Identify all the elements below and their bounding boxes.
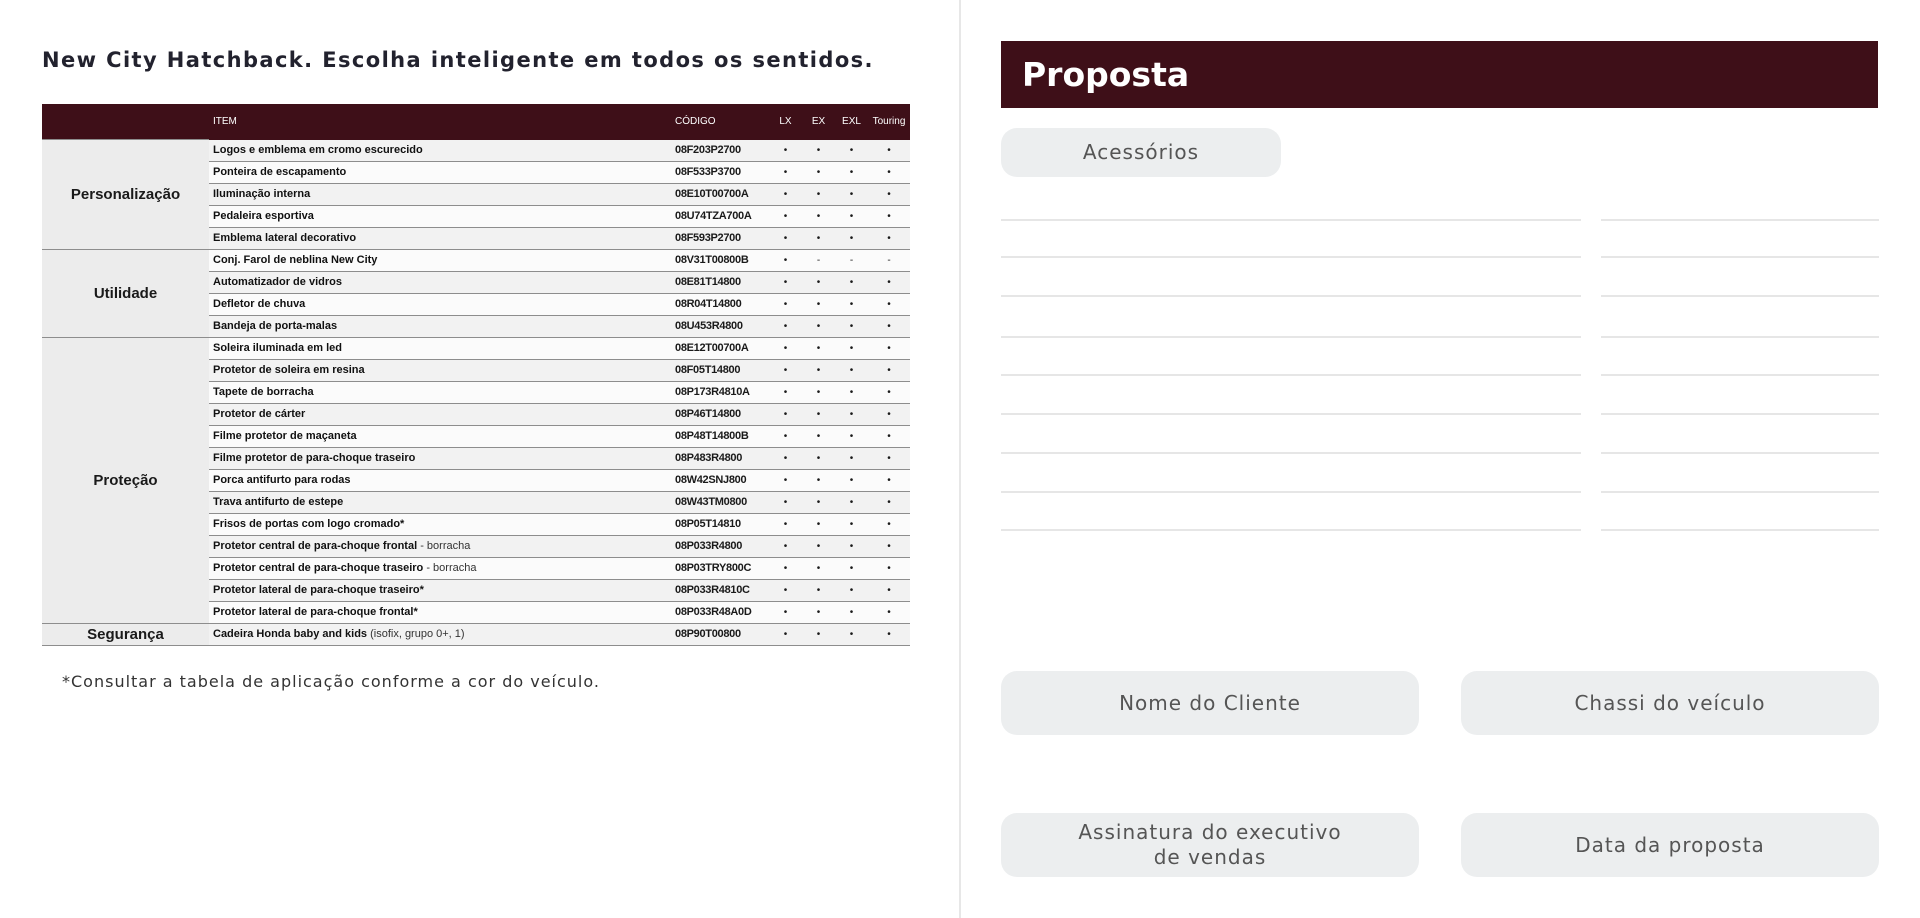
- availability-exl: •: [835, 623, 868, 645]
- availability-touring: •: [868, 140, 910, 162]
- item-name: Cadeira Honda baby and kids: [213, 628, 368, 640]
- availability-lx: •: [769, 623, 802, 645]
- availability-lx: •: [769, 579, 802, 601]
- availability-exl: •: [835, 359, 868, 381]
- table-row: [42, 249, 910, 271]
- availability-lx: •: [769, 205, 802, 227]
- availability-touring: •: [868, 425, 910, 447]
- write-line-value: [1601, 374, 1879, 376]
- write-line-item: [1001, 295, 1581, 297]
- write-line-item: [1001, 529, 1581, 531]
- write-line-item: [1001, 374, 1581, 376]
- item-cell: [209, 293, 671, 315]
- write-line-item: [1001, 413, 1581, 415]
- availability-ex: •: [802, 183, 835, 205]
- write-line-value: [1601, 491, 1879, 493]
- version-exl-header: EXL: [835, 104, 868, 140]
- availability-lx: •: [769, 293, 802, 315]
- availability-lx: •: [769, 359, 802, 381]
- item-cell: [209, 491, 671, 513]
- availability-lx: •: [769, 535, 802, 557]
- item-name: Protetor de cárter: [213, 408, 306, 420]
- availability-lx: •: [769, 249, 802, 271]
- item-note: - borracha: [423, 562, 477, 574]
- item-cell: [209, 513, 671, 535]
- write-line-item: [1001, 256, 1581, 258]
- item-name: Pedaleira esportiva: [213, 210, 314, 222]
- item-cell: [209, 140, 671, 162]
- write-line-value: [1601, 413, 1879, 415]
- availability-exl: •: [835, 161, 868, 183]
- availability-exl: •: [835, 557, 868, 579]
- item-name: Frisos de portas com logo cromado*: [213, 518, 405, 530]
- availability-lx: •: [769, 491, 802, 513]
- code-cell: 08P033R4800: [671, 535, 769, 557]
- signature-label-line1: Assinatura do executivo: [1078, 820, 1342, 844]
- availability-exl: •: [835, 469, 868, 491]
- availability-touring: •: [868, 337, 910, 359]
- category-cell: Proteção: [42, 337, 209, 623]
- accessories-label: Acessórios: [1001, 128, 1281, 177]
- availability-lx: •: [769, 447, 802, 469]
- availability-ex: •: [802, 140, 835, 162]
- availability-touring: •: [868, 623, 910, 645]
- table-header-row: [42, 104, 910, 140]
- availability-exl: •: [835, 447, 868, 469]
- availability-ex: •: [802, 293, 835, 315]
- item-cell: [209, 337, 671, 359]
- availability-touring: •: [868, 315, 910, 337]
- write-line-item: [1001, 491, 1581, 493]
- item-name: Bandeja de porta-malas: [213, 320, 338, 332]
- availability-ex: •: [802, 623, 835, 645]
- item-cell: [209, 425, 671, 447]
- availability-touring: •: [868, 183, 910, 205]
- availability-exl: •: [835, 205, 868, 227]
- item-cell: [209, 469, 671, 491]
- availability-exl: -: [835, 249, 868, 271]
- code-cell: 08P033R4810C: [671, 579, 769, 601]
- item-cell: [209, 403, 671, 425]
- item-cell: [209, 359, 671, 381]
- item-name: Automatizador de vidros: [213, 276, 342, 288]
- availability-touring: •: [868, 359, 910, 381]
- availability-ex: •: [802, 359, 835, 381]
- item-cell: [209, 161, 671, 183]
- availability-lx: •: [769, 469, 802, 491]
- availability-exl: •: [835, 535, 868, 557]
- availability-lx: •: [769, 140, 802, 162]
- item-cell: [209, 315, 671, 337]
- availability-lx: •: [769, 513, 802, 535]
- item-name: Porca antifurto para rodas: [213, 474, 351, 486]
- code-cell: 08E81T14800: [671, 271, 769, 293]
- proposal-form-page: [961, 0, 1920, 918]
- item-note: - borracha: [417, 540, 471, 552]
- code-cell: 08P90T00800: [671, 623, 769, 645]
- availability-ex: •: [802, 205, 835, 227]
- availability-touring: •: [868, 161, 910, 183]
- availability-touring: •: [868, 491, 910, 513]
- availability-ex: •: [802, 535, 835, 557]
- availability-ex: •: [802, 469, 835, 491]
- code-cell: 08E10T00700A: [671, 183, 769, 205]
- availability-exl: •: [835, 183, 868, 205]
- chassis-field[interactable]: Chassi do veículo: [1461, 671, 1879, 735]
- availability-lx: •: [769, 381, 802, 403]
- item-cell: [209, 535, 671, 557]
- category-cell: Segurança: [42, 623, 209, 645]
- table-row: [42, 623, 910, 645]
- code-cell: 08P46T14800: [671, 403, 769, 425]
- write-line-value: [1601, 256, 1879, 258]
- item-name: Filme protetor de para-choque traseiro: [213, 452, 416, 464]
- availability-touring: •: [868, 469, 910, 491]
- item-name: Soleira iluminada em led: [213, 342, 342, 354]
- item-cell: [209, 249, 671, 271]
- code-cell: 08F05T14800: [671, 359, 769, 381]
- availability-touring: •: [868, 601, 910, 623]
- code-cell: 08W43TM0800: [671, 491, 769, 513]
- category-cell: Utilidade: [42, 249, 209, 337]
- availability-lx: •: [769, 557, 802, 579]
- code-cell: 08P48T14800B: [671, 425, 769, 447]
- availability-exl: •: [835, 403, 868, 425]
- availability-touring: •: [868, 381, 910, 403]
- code-cell: 08W42SNJ800: [671, 469, 769, 491]
- item-cell: [209, 205, 671, 227]
- availability-touring: •: [868, 579, 910, 601]
- table-body: [42, 140, 910, 646]
- availability-lx: •: [769, 183, 802, 205]
- code-cell: 08U74TZA700A: [671, 205, 769, 227]
- availability-ex: •: [802, 227, 835, 249]
- code-cell: 08U453R4800: [671, 315, 769, 337]
- availability-exl: •: [835, 337, 868, 359]
- availability-touring: •: [868, 271, 910, 293]
- item-note: (isofix, grupo 0+, 1): [367, 628, 465, 640]
- availability-ex: •: [802, 579, 835, 601]
- item-name: Iluminação interna: [213, 188, 311, 200]
- availability-touring: -: [868, 249, 910, 271]
- availability-ex: •: [802, 403, 835, 425]
- footnote: *Consultar a tabela de aplicação conforme a cor do veículo.: [62, 672, 600, 691]
- availability-touring: •: [868, 557, 910, 579]
- availability-touring: •: [868, 205, 910, 227]
- item-name: Protetor lateral de para-choque traseiro*: [213, 584, 424, 596]
- availability-lx: •: [769, 601, 802, 623]
- availability-exl: •: [835, 513, 868, 535]
- availability-exl: •: [835, 381, 868, 403]
- availability-touring: •: [868, 403, 910, 425]
- item-name: Tapete de borracha: [213, 386, 314, 398]
- code-cell: 08F203P2700: [671, 140, 769, 162]
- code-cell: 08F533P3700: [671, 161, 769, 183]
- sales-executive-signature-field[interactable]: [1001, 813, 1419, 877]
- signature-label-line2: de vendas: [1153, 845, 1267, 869]
- category-cell: Personalização: [42, 140, 209, 250]
- item-cell: [209, 447, 671, 469]
- availability-lx: •: [769, 227, 802, 249]
- item-name: Protetor central de para-choque frontal: [213, 540, 418, 552]
- availability-touring: •: [868, 447, 910, 469]
- code-cell: 08P483R4800: [671, 447, 769, 469]
- availability-exl: •: [835, 425, 868, 447]
- item-cell: [209, 557, 671, 579]
- code-cell: 08P033R48A0D: [671, 601, 769, 623]
- item-name: Trava antifurto de estepe: [213, 496, 344, 508]
- item-name: Conj. Farol de neblina New City: [213, 254, 378, 266]
- availability-ex: •: [802, 601, 835, 623]
- availability-lx: •: [769, 337, 802, 359]
- availability-ex: •: [802, 161, 835, 183]
- item-cell: [209, 601, 671, 623]
- item-name: Filme protetor de maçaneta: [213, 430, 357, 442]
- write-line-item: [1001, 452, 1581, 454]
- availability-exl: •: [835, 315, 868, 337]
- item-cell: [209, 381, 671, 403]
- item-column-header: ITEM: [209, 104, 671, 140]
- availability-ex: •: [802, 315, 835, 337]
- availability-ex: •: [802, 271, 835, 293]
- write-line-value: [1601, 219, 1879, 221]
- version-lx-header: LX: [769, 104, 802, 140]
- availability-touring: •: [868, 293, 910, 315]
- proposal-date-field[interactable]: Data da proposta: [1461, 813, 1879, 877]
- item-cell: [209, 183, 671, 205]
- item-name: Ponteira de escapamento: [213, 166, 347, 178]
- availability-lx: •: [769, 425, 802, 447]
- availability-ex: •: [802, 491, 835, 513]
- item-name: Protetor central de para-choque traseiro: [213, 562, 424, 574]
- accessories-table: [42, 104, 910, 646]
- write-line-item: [1001, 336, 1581, 338]
- availability-exl: •: [835, 491, 868, 513]
- version-ex-header: EX: [802, 104, 835, 140]
- availability-exl: •: [835, 140, 868, 162]
- availability-exl: •: [835, 601, 868, 623]
- item-name: Protetor lateral de para-choque frontal*: [213, 606, 418, 618]
- item-name: Defletor de chuva: [213, 298, 306, 310]
- item-cell: [209, 579, 671, 601]
- availability-ex: -: [802, 249, 835, 271]
- table-row: [42, 140, 910, 162]
- code-cell: 08F593P2700: [671, 227, 769, 249]
- code-cell: 08R04T14800: [671, 293, 769, 315]
- availability-ex: •: [802, 557, 835, 579]
- page-title: New City Hatchback. Escolha inteligente em todos os sentidos.: [42, 48, 874, 72]
- availability-touring: •: [868, 535, 910, 557]
- availability-lx: •: [769, 315, 802, 337]
- availability-exl: •: [835, 271, 868, 293]
- availability-lx: •: [769, 271, 802, 293]
- availability-ex: •: [802, 337, 835, 359]
- availability-ex: •: [802, 381, 835, 403]
- version-touring-header: Touring: [868, 104, 910, 140]
- item-name: Logos e emblema em cromo escurecido: [213, 144, 423, 156]
- item-cell: [209, 623, 671, 645]
- item-cell: [209, 227, 671, 249]
- category-column-header: [42, 104, 209, 140]
- availability-exl: •: [835, 227, 868, 249]
- code-cell: 08P173R4810A: [671, 381, 769, 403]
- proposal-header: Proposta: [1001, 41, 1878, 108]
- item-name: Emblema lateral decorativo: [213, 232, 357, 244]
- availability-exl: •: [835, 293, 868, 315]
- write-line-item: [1001, 219, 1581, 221]
- code-cell: 08E12T00700A: [671, 337, 769, 359]
- availability-exl: •: [835, 579, 868, 601]
- availability-ex: •: [802, 513, 835, 535]
- code-cell: 08P05T14810: [671, 513, 769, 535]
- code-cell: 08V31T00800B: [671, 249, 769, 271]
- availability-lx: •: [769, 161, 802, 183]
- item-name: Protetor de soleira em resina: [213, 364, 365, 376]
- availability-lx: •: [769, 403, 802, 425]
- availability-touring: •: [868, 227, 910, 249]
- code-column-header: CÓDIGO: [671, 104, 769, 140]
- client-name-field[interactable]: Nome do Cliente: [1001, 671, 1419, 735]
- item-cell: [209, 271, 671, 293]
- table-row: [42, 337, 910, 359]
- code-cell: 08P03TRY800C: [671, 557, 769, 579]
- availability-touring: •: [868, 513, 910, 535]
- availability-ex: •: [802, 425, 835, 447]
- write-line-value: [1601, 295, 1879, 297]
- write-line-value: [1601, 336, 1879, 338]
- write-line-value: [1601, 452, 1879, 454]
- write-line-value: [1601, 529, 1879, 531]
- availability-ex: •: [802, 447, 835, 469]
